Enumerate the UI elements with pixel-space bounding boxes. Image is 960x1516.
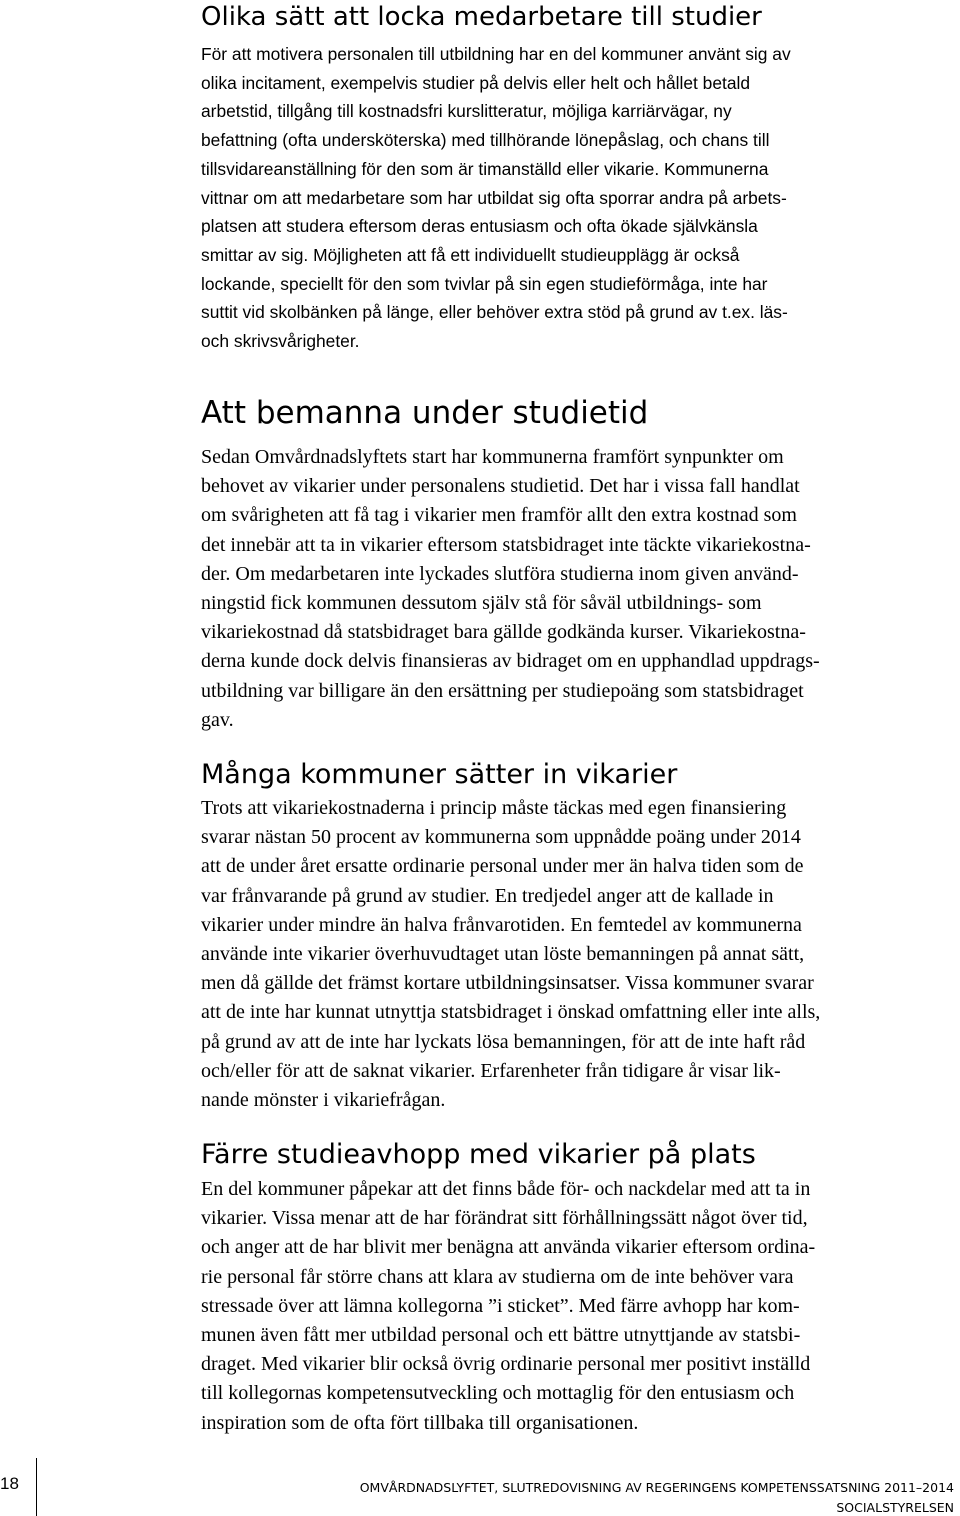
section-paragraph: För att motivera personalen till utbildning har en del kommuner använt sig av olika incitament, exempelvis studier på delvis eller helt och hållet betald arbetstid, tillgång till kostnadsfri kurslitteratur, möjliga karriärvägar, ny befattning (ofta undersköterska) med tillhörande lönepåslag, och chans till tillsvidareanställning för den som är timanställd eller vikarie. Kommunerna vittnar om att medarbetare som har utbildat sig ofta sporrar andra på arbets- platsen att studera eftersom deras entusiasm och ofta ökade självkänsla smittar av sig. Möjligheten att få ett individuellt studieupplägg är också lockande, speciellt för den som tvivlar på sin egen studieförmåga, inte har suttit vid skolbänken på länge, eller behöver extra stöd på grund av t.ex. läs- och skrivsvårigheter. — [201, 44, 791, 352]
footer-publisher: SOCIALSTYRELSEN — [836, 1500, 954, 1515]
section-heading: Färre studieavhopp med vikarier på plats — [201, 1139, 756, 1170]
section-heading: Många kommuner sätter in vikarier — [201, 759, 678, 790]
page-number: 18 — [0, 1474, 19, 1493]
section-paragraph: En del kommuner påpekar att det finns både för- och nackdelar med att ta in vikarier. Vissa menar att de har förändrat sitt förhållningssätt något över tid, och anger att de har blivit mer benägna att använda vikarier eftersom ordina- rie personal får större chans att klara av studierna om de inte behöver vara stressade över att lämna kollegorna ”i sticket”. Med färre avhopp har kom- munen även fått mer utbildad personal och ett bättre utnyttjande av statsbi- draget. Med vikarier blir också övrig ordinarie personal mer positivt inställd till kollegornas kompetensutveckling och mottaglig för den entusiasm och inspiration som de ofta fört tillbaka till organisationen. — [201, 1178, 816, 1434]
footer-publication-title: OMVÅRDNADSLYFTET, SLUTREDOVISNING AV REGERINGENS KOMPETENSSATSNING 2011–2014 — [359, 1480, 954, 1495]
section-paragraph: Sedan Omvårdnadslyftets start har kommunerna framfört synpunkter om behovet av vikarier under personalens studietid. Det har i vissa fall handlat om svårigheten att få tag i vikarier men framför allt den extra kostnad som det innebär att ta in vikarier eftersom statsbidraget inte täckte vikariekostna- der. Om medarbetaren inte lyckades slutföra studierna inom given använd- ningstid fick kommunen dessutom själv stå för såväl utbildnings- som vikariekostnad då statsbidraget bara gällde godkända kurser. Vikariekostna- derna kunde dock delvis finansieras av bidraget om en upphandlad uppdrags- utbildning var billigare än den ersättning per studiepoäng som statsbidraget gav. — [201, 446, 820, 731]
section-heading: Att bemanna under studietid — [201, 395, 649, 431]
section-paragraph: Trots att vikariekostnaderna i princip måste täckas med egen finansiering svarar nästan 50 procent av kommunerna som uppnådde poäng under 2014 att de under året ersatte ordinarie personal under mer än halva tiden som de var frånvarande på grund av studier. En tredjedel anger att de kallade in vikarier under mindre än halva frånvarotiden. En femtedel av kommunerna använde inte vikarier överhuvudtaget utan löste bemanningen på annat sätt, men då gällde det främst kortare utbildningsinsatser. Vissa kommuner svarar att de inte har kunnat utnyttja statsbidraget i önskad omfattning eller inte alls, på grund av att de inte har lyckats lösa bemanningen, för att de inte haft råd och/eller för att de saknat vikarier. Erfarenheter från tidigare år visar lik- nande mönster i vikariefrågan. — [201, 797, 821, 1112]
footer-divider — [36, 1458, 37, 1516]
section-heading: Olika sätt att locka medarbetare till studier — [201, 2, 762, 32]
